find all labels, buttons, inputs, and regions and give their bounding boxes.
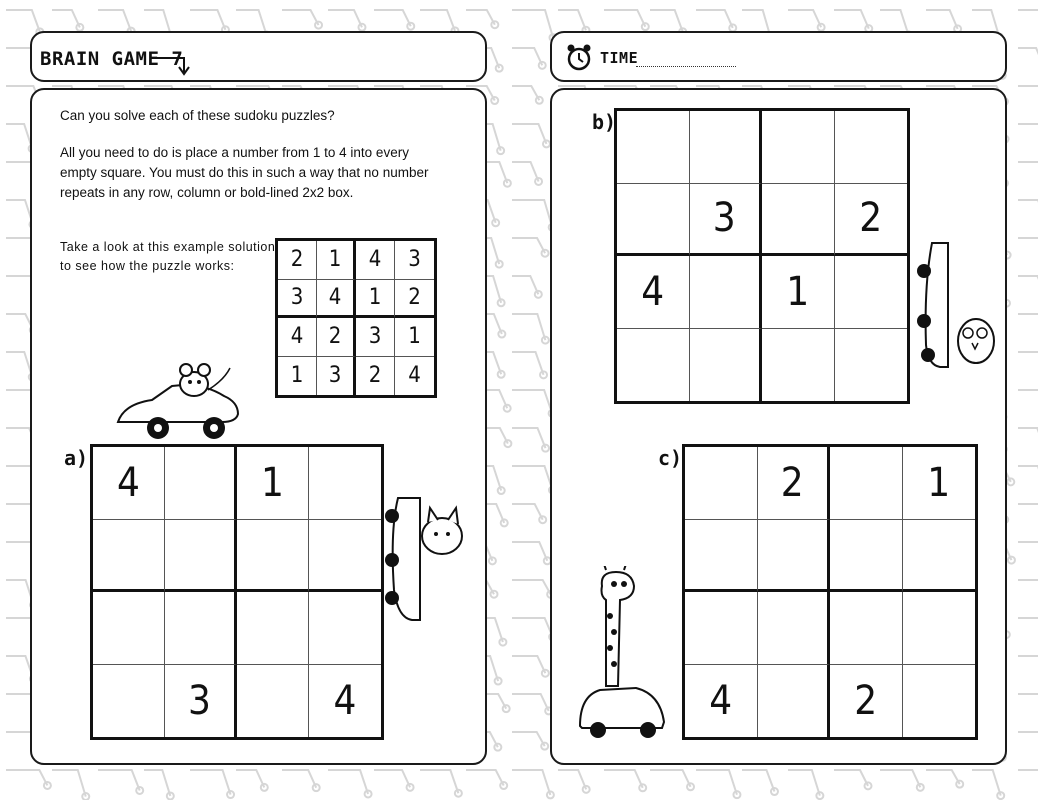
sudoku-given-cell: 1 xyxy=(278,357,317,396)
sudoku-given-cell: 2 xyxy=(835,184,908,257)
sudoku-empty-cell[interactable] xyxy=(237,592,309,665)
sudoku-given-cell: 2 xyxy=(395,280,434,319)
sudoku-empty-cell[interactable] xyxy=(685,520,758,593)
sudoku-given-cell: 3 xyxy=(690,184,763,257)
sudoku-given-cell: 3 xyxy=(165,665,237,738)
sudoku-empty-cell[interactable] xyxy=(237,520,309,593)
sudoku-given-cell: 1 xyxy=(237,447,309,520)
sudoku-given-cell: 4 xyxy=(617,256,690,329)
sudoku-empty-cell[interactable] xyxy=(93,592,165,665)
alarm-clock-icon xyxy=(564,42,594,72)
right-content-panel xyxy=(550,88,1007,765)
page-title: BRAIN GAME 7 xyxy=(40,48,184,70)
puzzle-a-grid xyxy=(90,444,384,740)
sudoku-empty-cell[interactable] xyxy=(237,665,309,738)
sudoku-empty-cell[interactable] xyxy=(835,111,908,184)
intro-question: Can you solve each of these sudoku puzzles? xyxy=(60,108,335,123)
sudoku-empty-cell[interactable] xyxy=(762,111,835,184)
sudoku-given-cell: 4 xyxy=(317,280,356,319)
puzzle-b-label: b) xyxy=(592,110,617,134)
sudoku-empty-cell[interactable] xyxy=(165,592,237,665)
sudoku-empty-cell[interactable] xyxy=(830,447,903,520)
sudoku-given-cell: 2 xyxy=(758,447,831,520)
sudoku-given-cell: 4 xyxy=(93,447,165,520)
sudoku-empty-cell[interactable] xyxy=(165,447,237,520)
sudoku-empty-cell[interactable] xyxy=(758,665,831,738)
sudoku-given-cell: 1 xyxy=(903,447,976,520)
sudoku-given-cell: 2 xyxy=(317,318,356,357)
sudoku-empty-cell[interactable] xyxy=(685,447,758,520)
puzzle-b-grid xyxy=(614,108,910,404)
sudoku-empty-cell[interactable] xyxy=(762,329,835,402)
sudoku-empty-cell[interactable] xyxy=(690,256,763,329)
left-header-panel xyxy=(30,31,487,82)
right-header-panel xyxy=(550,31,1007,82)
sudoku-given-cell: 4 xyxy=(685,665,758,738)
sudoku-given-cell: 4 xyxy=(356,241,395,280)
sudoku-empty-cell[interactable] xyxy=(165,520,237,593)
sudoku-given-cell: 1 xyxy=(395,318,434,357)
sudoku-empty-cell[interactable] xyxy=(835,256,908,329)
sudoku-empty-cell[interactable] xyxy=(830,592,903,665)
sudoku-given-cell: 2 xyxy=(278,241,317,280)
intro-line-2: empty square. You must do this in such a way that no number xyxy=(60,165,429,180)
puzzle-a-label: a) xyxy=(64,446,89,470)
example-solution-grid xyxy=(275,238,437,398)
puzzle-c-grid xyxy=(682,444,978,740)
example-caption-2: to see how the puzzle works: xyxy=(60,259,235,273)
sudoku-empty-cell[interactable] xyxy=(758,520,831,593)
sudoku-empty-cell[interactable] xyxy=(93,520,165,593)
owl-car-illustration xyxy=(914,235,998,391)
sudoku-given-cell: 1 xyxy=(317,241,356,280)
sudoku-empty-cell[interactable] xyxy=(685,592,758,665)
sudoku-empty-cell[interactable] xyxy=(690,111,763,184)
sudoku-given-cell: 3 xyxy=(317,357,356,396)
intro-line-1: All you need to do is place a number from 1 to 4 into every xyxy=(60,145,409,160)
sudoku-given-cell: 2 xyxy=(356,357,395,396)
example-caption-1: Take a look at this example solution xyxy=(60,240,276,254)
intro-line-3: repeats in any row, column or bold-lined 2x2 box. xyxy=(60,185,354,200)
sudoku-empty-cell[interactable] xyxy=(690,329,763,402)
sudoku-given-cell: 3 xyxy=(278,280,317,319)
sudoku-given-cell: 3 xyxy=(395,241,434,280)
sudoku-given-cell: 3 xyxy=(356,318,395,357)
sudoku-empty-cell[interactable] xyxy=(903,592,976,665)
sudoku-given-cell: 4 xyxy=(333,677,357,724)
left-content-panel xyxy=(30,88,487,765)
sudoku-given-cell: 2 xyxy=(830,665,903,738)
sudoku-given-cell: 4 xyxy=(278,318,317,357)
sudoku-empty-cell[interactable] xyxy=(93,665,165,738)
sudoku-empty-cell[interactable] xyxy=(617,111,690,184)
sudoku-empty-cell[interactable] xyxy=(309,520,381,593)
giraffe-car-illustration xyxy=(576,566,672,746)
sudoku-empty-cell[interactable] xyxy=(830,520,903,593)
sudoku-empty-cell[interactable] xyxy=(835,329,908,402)
sudoku-empty-cell[interactable] xyxy=(758,592,831,665)
sudoku-given-cell: 1 xyxy=(356,280,395,319)
sudoku-empty-cell[interactable] xyxy=(309,592,381,665)
cat-car-illustration xyxy=(384,490,468,626)
time-label: TIME xyxy=(600,49,639,67)
sudoku-given-cell: 1 xyxy=(762,256,835,329)
time-entry-line[interactable] xyxy=(636,66,736,67)
sudoku-empty-cell[interactable] xyxy=(309,447,381,520)
sudoku-empty-cell[interactable] xyxy=(903,665,976,738)
arrow-down-right-icon xyxy=(150,53,192,77)
puzzle-c-label: c) xyxy=(658,446,683,470)
sudoku-empty-cell[interactable] xyxy=(762,184,835,257)
mouse-car-illustration xyxy=(112,360,242,444)
sudoku-empty-cell[interactable] xyxy=(617,329,690,402)
sudoku-given-cell: 4 xyxy=(408,363,421,389)
sudoku-empty-cell[interactable] xyxy=(903,520,976,593)
sudoku-empty-cell[interactable] xyxy=(617,184,690,257)
